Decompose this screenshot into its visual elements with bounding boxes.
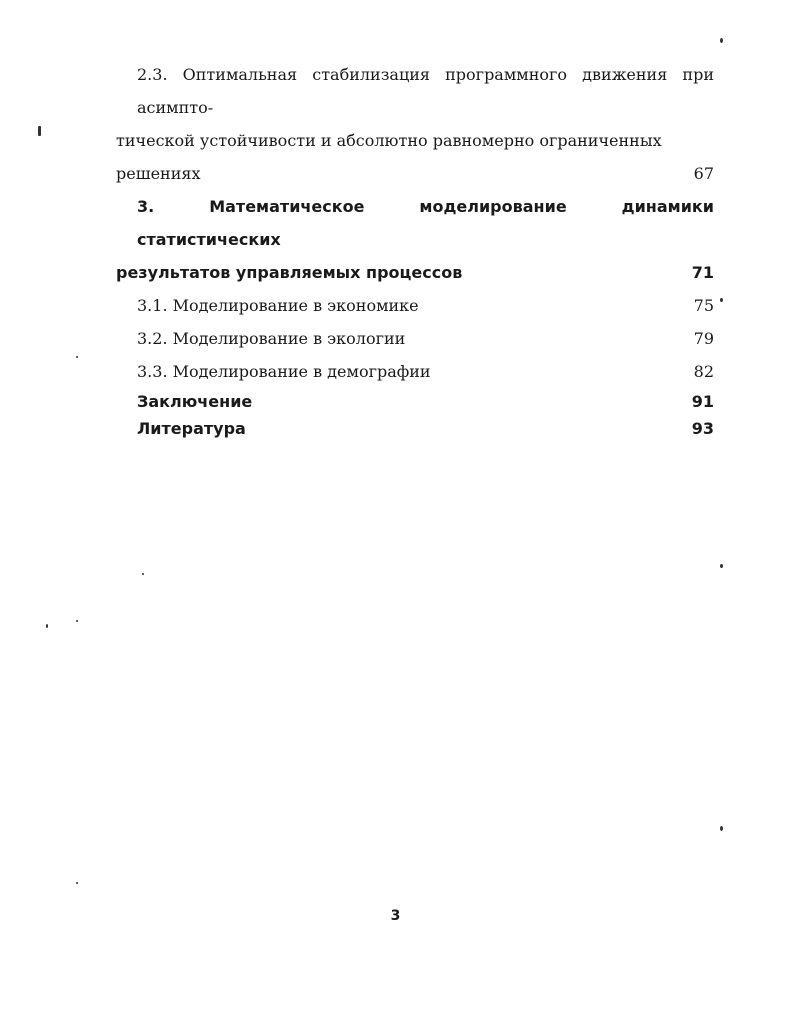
scan-speck: [720, 826, 723, 831]
toc-entry-3-3-title: 3.3. Моделирование в демографии: [137, 362, 431, 381]
toc-references-line: [116, 415, 714, 442]
toc-references[interactable]: [116, 415, 714, 442]
toc-entry-3-1-page: 75: [693, 296, 714, 315]
scan-speck: [720, 564, 723, 568]
toc-entry-2-3[interactable]: [116, 58, 714, 190]
toc-entry-2-3-line3: решениях: [116, 164, 201, 183]
scan-speck: [46, 624, 48, 628]
toc-conclusion-page: 91: [691, 392, 714, 411]
toc-entry-3-2-page: 79: [693, 329, 714, 348]
table-of-contents: [116, 58, 714, 442]
toc-chapter-3-page: 71: [691, 263, 714, 282]
toc-entry-2-3-line1: 2.3. Оптимальная стабилизация программного движения при асимпто-: [137, 65, 714, 117]
toc-entry-3-2[interactable]: [116, 322, 714, 355]
toc-conclusion[interactable]: [116, 388, 714, 415]
toc-chapter-3-line2: результатов управляемых процессов: [116, 263, 463, 282]
toc-entry-3-3[interactable]: [116, 355, 714, 388]
scan-speck: [720, 38, 723, 43]
toc-conclusion-line: [116, 388, 714, 415]
toc-entry-3-3-page: 82: [693, 362, 714, 381]
toc-entry-2-3-page: 67: [693, 164, 714, 183]
scan-speck: [76, 356, 78, 358]
toc-entry-3-1-line: [116, 289, 714, 322]
toc-entry-3-1[interactable]: [116, 289, 714, 322]
scan-speck: [38, 126, 41, 136]
scan-speck: [76, 620, 78, 622]
toc-chapter-3-line1: 3. Математическое моделирование динамики статистических: [137, 197, 714, 249]
page-number: 3: [390, 908, 401, 924]
scan-speck: [142, 573, 144, 575]
toc-chapter-3[interactable]: [116, 190, 714, 289]
toc-entry-3-3-line: [116, 355, 714, 388]
scan-speck: [720, 298, 723, 302]
toc-entry-2-3-last-line: [116, 157, 714, 190]
toc-chapter-3-last-line: [116, 256, 714, 289]
toc-entry-3-1-title: 3.1. Моделирование в экономике: [137, 296, 419, 315]
toc-conclusion-title: Заключение: [137, 392, 253, 411]
toc-references-page: 93: [691, 419, 714, 438]
toc-references-title: Литература: [137, 419, 246, 438]
toc-entry-3-2-line: [116, 322, 714, 355]
scan-speck: [76, 882, 78, 884]
toc-entry-3-2-title: 3.2. Моделирование в экологии: [137, 329, 406, 348]
toc-entry-2-3-line2: тической устойчивости и абсолютно равномерно ограниченных: [116, 131, 662, 150]
